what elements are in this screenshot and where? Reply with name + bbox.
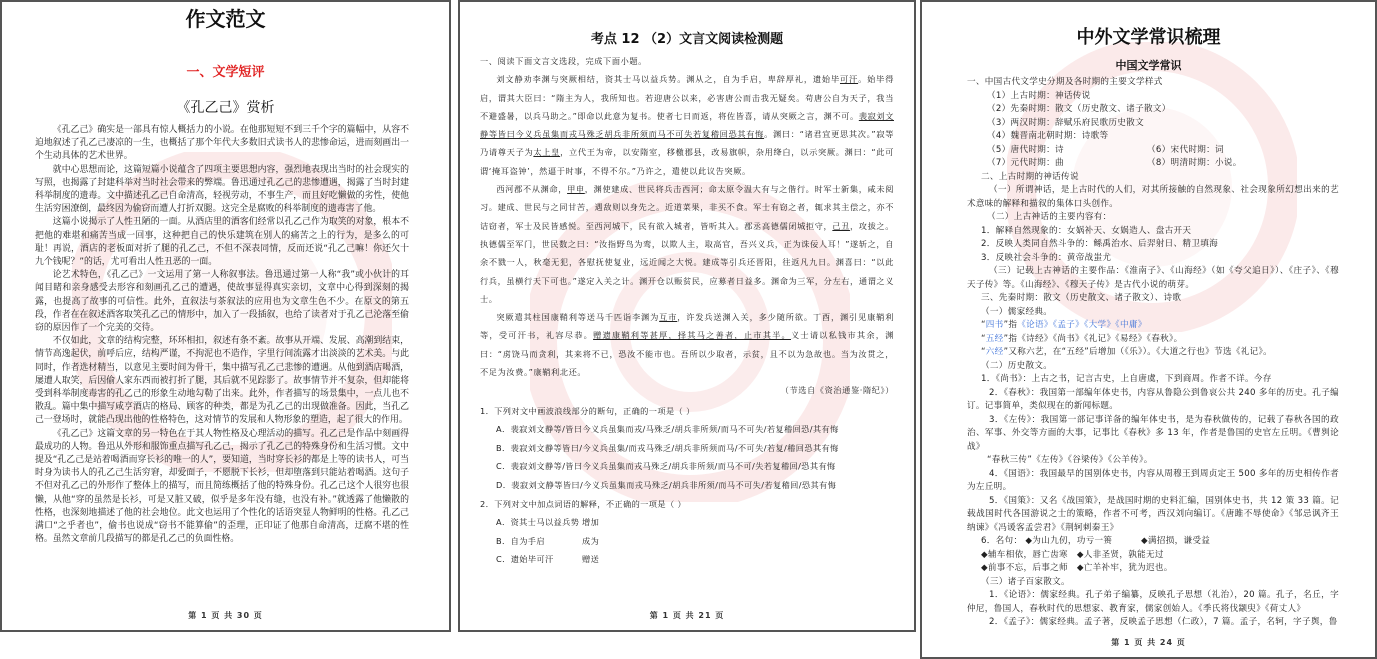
option-text: D．裴寂刘文静等皆曰/今义兵虽集而戎马殊乏/胡兵非所须/而马不可失/若复稽回/恐其有悔 bbox=[496, 480, 837, 491]
text-span: （三）诸子百家散文。 bbox=[981, 576, 1070, 587]
notes-body bbox=[967, 76, 1339, 630]
option-text: C．裴寂刘文静等/皆曰今义兵虽集而戎马殊乏/胡兵非所须/而马不可/失若复稽回/恐其有悔 bbox=[496, 461, 836, 472]
answer-option[interactable] bbox=[480, 476, 894, 495]
text-span: （一）儒家经典。 bbox=[981, 306, 1053, 317]
text-block bbox=[967, 252, 1339, 266]
page-title: 作文范文 bbox=[185, 7, 266, 31]
text-span: （1）上古时期：神话传说 bbox=[987, 90, 1091, 101]
text-span: “ bbox=[981, 347, 986, 357]
column-text: ◆满招损，谦受益 bbox=[1141, 536, 1211, 546]
article-title: 《孔乙己》赏析 bbox=[176, 100, 275, 116]
text-span: 1．解释自然现象的：女娲补天、女娲造人、盘古开天 bbox=[981, 225, 1192, 236]
page-title: 考点 12 （2）文言文阅读检测题 bbox=[590, 32, 784, 47]
text-span: ◆辅车相依，唇亡齿寒 ◆人非圣贤，孰能无过 bbox=[981, 549, 1164, 560]
page-footer: 第 1 页 共 21 页 bbox=[649, 611, 725, 620]
answer-option[interactable] bbox=[480, 513, 894, 532]
text-block bbox=[967, 387, 1339, 414]
page-footer: 第 1 页 共 24 页 bbox=[1111, 637, 1186, 647]
text-block bbox=[480, 381, 894, 399]
passage-text bbox=[480, 52, 894, 400]
text-block bbox=[480, 70, 894, 180]
text-span: ”指《诗经》《尚书》《礼记》《易经》《春秋》。 bbox=[1003, 333, 1183, 344]
text-block bbox=[967, 373, 1339, 387]
underlined-text: 裴寂刘文静等皆曰今义兵虽集而戎马殊乏胡兵非所须而马不可失若复稽回恐其有悔 bbox=[480, 110, 894, 140]
text-span: ，立代王为帝，以安隋室，移檄郡县，改易旗帜，杂用绛白，以示突厥。渊曰：“此可谓‘掩耳盗钟’，然逼于时事，不得不尔。”乃许之，遣使以此议告突厥。 bbox=[480, 147, 894, 176]
text-block bbox=[967, 117, 1339, 131]
paragraph: 这篇小说揭示了人性丑陋的一面。从酒店里的酒客们经常以孔乙己作为取笑的对象，根本不把他的难堪和痛苦当成一回事，这种把自己的快乐建筑在别人的痛苦之上的行为，是多么的可耻！再说，酒店的老板面对折了腿的孔乙己，不但不深表同情，反而还说“孔乙己嘛！你还欠十九个钱呢？”的话，尤可看出人性丑恶的一面。 bbox=[35, 217, 409, 268]
text-span: 5．《国策》：又名《战国策》，是战国时期的史料汇编，国别体史书，共 12 策 33 篇。记载战国时代各国游说之士的策略，作者不可考，西汉刘向编订。《唐雎不辱使命》《邹忌讽齐王纳谏》《冯谖客孟尝君》《荆轲刺秦王》 bbox=[967, 495, 1339, 533]
text-block bbox=[967, 576, 1339, 590]
text-span: ”又称六艺，在“五经”后增加（《乐》）。《大道之行也》节选《礼记》。 bbox=[1003, 347, 1273, 357]
text-span: 《论语》《孟子》《大学》《中庸》 bbox=[1017, 320, 1147, 330]
text-block bbox=[967, 211, 1339, 225]
column-text: （8）明清时期：小说。 bbox=[1147, 158, 1242, 168]
text-span: 六经 bbox=[985, 347, 1004, 357]
page-subtitle: 中国文学常识 bbox=[1115, 59, 1182, 72]
text-block bbox=[967, 333, 1339, 347]
text-span: 。渊曰：“诸君宜更思其次。”寂等乃请尊天子为 bbox=[480, 129, 895, 158]
text-block bbox=[967, 616, 1339, 630]
underlined-text: 甲申 bbox=[567, 184, 585, 195]
text-span: 3．反映社会斗争的：黄帝战蚩尤 bbox=[981, 252, 1112, 263]
text-block bbox=[967, 292, 1339, 306]
text-block bbox=[480, 52, 894, 70]
text-span: （3）两汉时期：辞赋乐府民歌历史散文 bbox=[987, 117, 1144, 128]
text-span: （二）历史散文。 bbox=[981, 360, 1053, 371]
text-block bbox=[967, 535, 1339, 549]
text-block bbox=[967, 171, 1339, 185]
text-span: 义士请以私钱市其余，渊曰：“虏饶马而贪利，其来将不已，恐汝不能市也。吾所以少取者，示贫，且不以为急故也。当为汝贯之，不足为汝费。”康鞘利北还。 bbox=[480, 330, 894, 378]
text-block bbox=[967, 414, 1339, 455]
text-span: 一、阅读下面文言文选段，完成下面小题。 bbox=[480, 56, 647, 66]
text-span: 2．《孟子》：儒家经典。孟子著，反映孟子思想（仁政），7 篇。孟子，名轲，字子舆，鲁 bbox=[989, 617, 1338, 627]
text-block bbox=[967, 562, 1339, 576]
document-page-3 bbox=[920, 0, 1377, 659]
answer-option[interactable] bbox=[480, 457, 894, 476]
text-span: 四书 bbox=[985, 320, 1004, 330]
document-page-2 bbox=[458, 0, 916, 632]
option-gloss: 增加 bbox=[582, 517, 600, 528]
text-span: ◆前事不忘，后事之师 ◆亡羊补牢，犹为迟也。 bbox=[981, 563, 1173, 573]
column-text: （5）唐代时期：诗 bbox=[987, 144, 1064, 155]
text-block bbox=[967, 225, 1339, 239]
text-block bbox=[967, 319, 1339, 333]
paragraph: 《孔乙己》这篇文章的另一特色在于其人物性格及心理活动的描写。孔乙己是作品中刻画得最成功的人物。鲁迅从外形和服饰重点描写孔乙己，揭示了孔乙己的特殊身份和生活习惯。文中提及“孔乙己是站着喝酒而穿长衫的唯一的人”，要知道，当时穿长衫的都是上等的读书人，可当时身为读书人的孔乙己生活穷窘，却爱面子，不愿脱下长衫，但却堕落到只能站着喝酒。这句子不但对孔乙己的外形作了整体上的描写，而且简练概括了他的特殊身份。孔乙己这个人很穷也很懒，从他“穿的虽然是长衫，可是又脏又破，似乎是多年没有缝，也没有补。”就透露了他懒散的性格，也深刻地描述了他的社会地位。此文也运用了个性化的话语突显人物鲜明的性格。孔乙己满口“之乎者也”，偷书也说成“窃书不能算偷”的歪理，正印证了他那自命清高，迂腐不堪的性格。虽然文章前几段描写的都是孔乙己的负面性格。 bbox=[35, 428, 409, 545]
underlined-text: 太上皇 bbox=[533, 147, 561, 158]
column-text: （7）元代时期：曲 bbox=[987, 158, 1064, 168]
text-block bbox=[967, 184, 1339, 211]
text-span: 1．《论语》：儒家经典。孔子弟子编纂，反映孔子思想（礼治），20 篇。孔子，名丘，字仲尼，鲁国人，春秋时代的思想家、教育家，儒家创始人。《季氏将伐颛臾》《荷丈人》 bbox=[967, 590, 1339, 614]
page-footer: 第 1 页 共 30 页 bbox=[188, 611, 263, 620]
text-span: （2）先秦时期：散文（历史散文、诸子散文） bbox=[987, 104, 1171, 114]
document-page-1 bbox=[0, 0, 451, 632]
text-span: 3．《左传》：我国第一部记事详备的编年体史书，是为春秋做传的，记载了春秋各国的政治、军事、外交等方面的大事，记事比《春秋》多 13 年，作者是鲁国的史官左丘明。《曹刿论战》 bbox=[967, 414, 1339, 452]
text-span: “ bbox=[981, 333, 986, 344]
text-block bbox=[967, 157, 1339, 171]
text-span: ，许发兵送渊入关，多少随所欲。丁酉，渊引见康鞘利等，受可汗书，礼容尽恭。 bbox=[480, 312, 895, 341]
text-span: （4）魏晋南北朝时期：诗歌等 bbox=[987, 131, 1109, 141]
page-title: 中外文学常识梳理 bbox=[1076, 27, 1221, 48]
text-block bbox=[967, 589, 1339, 616]
text-span: 突厥遣其柱国康鞘利等送马千匹诣李渊为 bbox=[496, 312, 660, 323]
text-span: 西河郡不从渊命， bbox=[496, 184, 568, 195]
text-span: 二、上古时期的神话传说 bbox=[981, 171, 1079, 182]
paragraph: 就中心思想而论，这篇短篇小说蕴含了四项主要思想内容，强烈地表现出当时的社会现实的写照，也揭露了封建科举对当时社会带来的弊端。鲁迅通过孔乙己的悲惨遭遇，揭露了当时封建科举制度的遗毒。文中描述孔乙己自命清高，轻视劳动，不事生产，而且好吃懒做的劣性，使他生活穷困潦倒，最终因为偷窃而遭人打折双腿。这完全是腐败的科举制度的遗毒害了他。 bbox=[35, 164, 409, 215]
answer-option[interactable] bbox=[480, 532, 894, 551]
text-block bbox=[967, 76, 1339, 90]
text-span: （三）记载上古神话的主要作品：《淮南子》、《山海经》（如《夸父追日》）、《庄子》、《穆天子传》等。《山海经》、《穆天子传》是古代小说的萌芽。 bbox=[967, 266, 1339, 290]
answer-option[interactable] bbox=[480, 550, 894, 569]
paragraph: 《孔乙己》确实是一部具有惊人概括力的小说。在他那短短不到三千个字的篇幅中，从容不迫地叙述了孔乙己凄凉的一生，也概括了那个年代大多数旧式读书人的悲惨命运，进而刻画出一个生动具体的艺术世界。 bbox=[35, 125, 409, 162]
option-text: C．遗始毕可汗 bbox=[496, 554, 554, 565]
text-block bbox=[967, 90, 1339, 104]
answer-option[interactable] bbox=[480, 439, 894, 458]
question-stem: 2．下列对文中加点词语的解释，不正确的一项是（ ） bbox=[480, 498, 687, 509]
text-block bbox=[480, 308, 894, 381]
paragraph: 不仅如此，文章的结构完整，环环相扣，叙述有条不紊。故事从开端、发展、高潮到结束，情节高逸起伏，前呼后应，结构严谨，不拘泥也不造作，字里行间流露才出淡淡的艺术美。与此同时，作者选材精当，以意见主要时间为骨干，集中描写孔乙己悲惨的遭遇。从他到酒店喝酒，屡遭人取笑，后因偷人家东西而被打折了腿，其后就不见踪影了。故事情节并不复杂，但却能将受到科举制度毒害的孔乙己的形象生动地勾勒了出来。此外，作者描写的场景集中，一点儿也不散乱。篇中集中描写咸亨酒店的格局、顾客的种类，都是为孔乙己的出现做准备。因此，当孔乙己一登场时，就能凸现出他的性格特色，这对情节的发展和人物形象的塑造，起了很大的作用。 bbox=[35, 336, 409, 426]
option-gloss: 赠送 bbox=[582, 554, 600, 565]
text-block bbox=[967, 346, 1339, 360]
text-span: “春秋三传”《左传》《谷梁传》《公羊传》。 bbox=[987, 455, 1153, 465]
text-block bbox=[480, 180, 894, 308]
text-block bbox=[967, 549, 1339, 563]
underlined-text: 赠遗康鞘利等甚厚，择其马之善者，止市其半。 bbox=[593, 330, 791, 341]
text-span: 4．《国语》：我国最早的国别体史书，内容从周穆王到周贞定王 500 多年的历史相传作者为左丘明。 bbox=[967, 468, 1339, 492]
text-span: “ bbox=[981, 320, 986, 330]
question-list bbox=[480, 402, 894, 569]
text-span: （二）上古神话的主要内容有： bbox=[987, 212, 1112, 222]
text-block bbox=[967, 454, 1339, 468]
option-text: A．裴寂刘文静等/皆曰今义兵虽集而戎/马殊乏/胡兵非所须/而马不可失/若复稽回恐/其有悔 bbox=[496, 424, 839, 435]
text-span: 1．《尚书》：上古之书，记言古史，上自唐虞，下到商周。作者不详。今存 bbox=[981, 374, 1272, 384]
column-text: 6．名句： ◆为山九仞，功亏一篑 bbox=[981, 536, 1113, 546]
reading-passage bbox=[480, 52, 894, 569]
text-span: 。始毕得启，谓其大臣曰：“隋主为人，我所知也。若迎唐公以来，必害唐公而击我无疑矣。苟唐公自为天子，我当不避盛暑，以兵马助之。”即命以此意为复书。使者七日而返，将佐皆喜，请从突厥之言，渊不可。 bbox=[480, 74, 894, 121]
text-block bbox=[967, 306, 1339, 320]
paragraph: 论艺术特色，《孔乙己》一文运用了第一人称叙事法。鲁迅通过第一人称“我”或小伙计的耳闻目睹和亲身感受去形容和刻画孔乙己的遭遇，使故事显得真实亲切，文章中心得到深刻的揭露，也提高了故事的可信性。此外，直叙法与茶叙法的应用也为文章生色不少。在原文的第五段，作者在在叙述酒客取笑孔乙己的情形中，加入了一段插叙，也给了读者对于孔乙己沦落至偷窃的原因作了一个完美的交待。 bbox=[35, 270, 409, 334]
underlined-text: 可汗 bbox=[839, 74, 859, 85]
column-text: （6）宋代时期：词 bbox=[1147, 144, 1224, 155]
text-span: ”指 bbox=[1003, 320, 1018, 330]
option-gloss: 成为 bbox=[582, 535, 600, 546]
text-span: 三、先秦时期：散文（历史散文、诸子散文）、诗歌 bbox=[981, 293, 1182, 303]
text-span: 2．反映人类同自然斗争的：鲧禹治水、后羿射日、精卫填海 bbox=[981, 239, 1219, 249]
text-span: （一）所谓神话，是上古时代的人们，对其所接触的自然现象、社会现象所幻想出来的艺术意味的解释和描叙的集体口头创作。 bbox=[967, 185, 1339, 209]
text-block bbox=[967, 103, 1339, 117]
text-block bbox=[967, 144, 1339, 158]
text-span: 2．《春秋》：我国第一部编年体史书，内容从鲁隐公到鲁哀公共 240 多年的历史。孔子编订。记事简单，类似现在的新闻标题。 bbox=[967, 387, 1339, 411]
text-span: （节选自《资治通鉴·隋纪》） bbox=[780, 385, 894, 396]
text-block bbox=[967, 265, 1339, 292]
text-span: 五经 bbox=[985, 333, 1004, 344]
article-body bbox=[35, 124, 409, 547]
text-span: 刘文静劝李渊与突厥相结，资其士马以益兵势。渊从之，自为手启，卑辞厚礼，遗始毕 bbox=[496, 74, 840, 85]
text-block bbox=[967, 360, 1339, 374]
text-span: 一、中国古代文学史分期及各时期的主要文学样式 bbox=[967, 77, 1163, 87]
section-heading: 一、文学短评 bbox=[186, 65, 265, 80]
text-block bbox=[967, 495, 1339, 536]
option-text: B．裴寂刘文静等皆曰/今义兵虽集/而戎马殊乏/胡兵非所须而马/不可失/若复/稽回恐其有悔 bbox=[496, 442, 839, 453]
option-text: B．自为手启 bbox=[496, 535, 545, 546]
text-span: ，攻拔之。执德儒至军门，世民数之曰：“汝指野鸟为鸾，以欺人主，取高官，吾兴义兵，正为诛佞人耳！”遂斩之，自余不戮一人，秋毫无犯，各慰抚使复业，远近闻之大悦。建成等引兵还晋阳，往返凡九日。渊喜曰：“以此行兵，虽横行天下可也。”遂定入关之计。渊开仓以赈贫民，应募者日益多。渊命为三军，分左右，通谓之义士。 bbox=[480, 220, 894, 304]
underlined-text: 互市 bbox=[659, 312, 678, 323]
question-stem: 1．下列对文中画波浪线部分的断句，正确的一项是（ ） bbox=[480, 405, 695, 416]
option-text: A．资其士马以益兵势 bbox=[496, 517, 580, 528]
text-block bbox=[967, 468, 1339, 495]
underlined-text: 己丑 bbox=[832, 220, 850, 231]
text-block bbox=[967, 238, 1339, 252]
answer-option[interactable] bbox=[480, 420, 894, 439]
text-block bbox=[967, 130, 1339, 144]
text-span: ，渊使建成、世民将兵击西河；命太原令温大有与之偕行。时军士新集，咸未阅习。建成、世民与之同甘苦，遇敌则以身先之。近道菜果，非买不食。军士有窃之者，辄求其主偿之，亦不诘窃者，军士及民皆感悦。至西河城下，民有欲入城者，皆听其入。郡丞高德儒闭城拒守， bbox=[480, 184, 894, 231]
